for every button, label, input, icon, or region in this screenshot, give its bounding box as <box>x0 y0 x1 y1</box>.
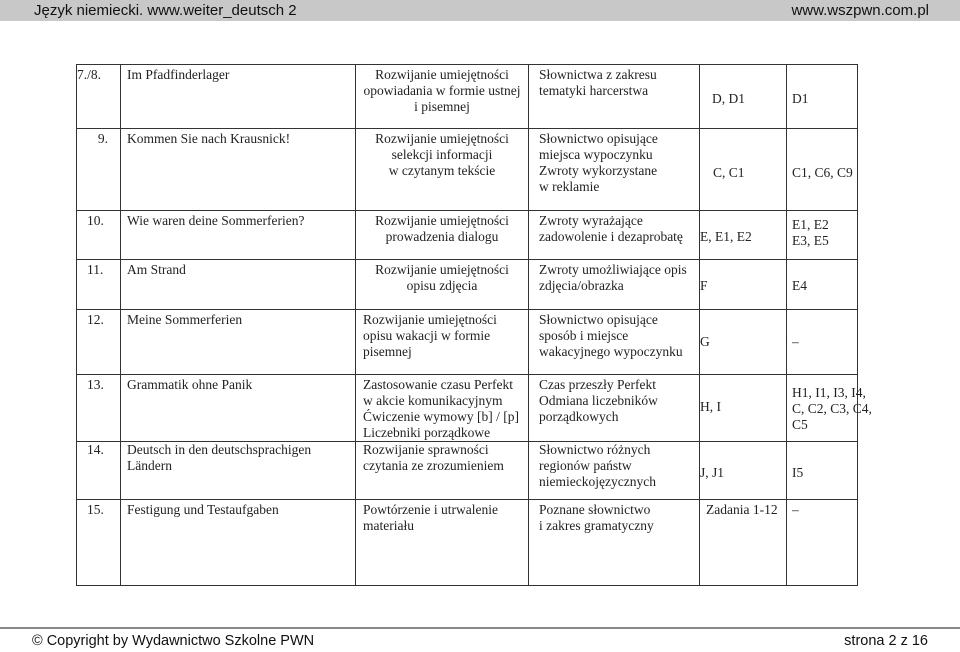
vocab-line: porządkowych <box>539 409 619 424</box>
core-curriculum-value: E3, E5 <box>792 233 829 248</box>
vocab-line: Zwroty wyrażające <box>539 213 643 228</box>
skills-cell <box>356 310 529 375</box>
vocab-line: Słownictwo opisujące <box>539 131 658 146</box>
skills-line: czytania ze zrozumieniem <box>363 458 504 473</box>
requirements-cell <box>700 500 787 586</box>
core-curriculum-cell <box>787 500 858 586</box>
skills-line: Rozwijanie umiejętności <box>375 67 509 82</box>
core-curriculum-value: E1, E2 <box>792 217 829 232</box>
skills-line: opowiadania w formie ustnej <box>363 83 521 98</box>
lesson-title-cell <box>121 260 356 310</box>
core-curriculum-value: C5 <box>792 417 808 432</box>
lesson-number-cell <box>77 65 121 129</box>
skills-line: Zastosowanie czasu Perfekt <box>363 377 513 392</box>
lesson-number: 14. <box>87 442 104 457</box>
lesson-title: Am Strand <box>127 262 186 277</box>
skills-line: materiału <box>363 518 414 533</box>
header-url: www.wszpwn.com.pl <box>791 2 929 19</box>
lesson-number: 9. <box>97 131 108 146</box>
requirements-cell <box>700 375 787 442</box>
core-curriculum-cell <box>787 375 872 442</box>
core-curriculum-cell <box>787 310 858 375</box>
requirements-cell <box>700 310 787 375</box>
header-title: Język niemiecki. www.weiter_deutsch 2 <box>34 2 297 19</box>
core-curriculum-value: H1, I1, I3, I4, <box>792 385 866 400</box>
vocab-line: Słownictwo opisujące <box>539 312 658 327</box>
lesson-title-cell <box>121 129 356 211</box>
lesson-title: Im Pfadfinderlager <box>127 67 230 82</box>
table-row <box>77 211 858 260</box>
lesson-number-cell <box>77 211 121 260</box>
skills-line: w akcie komunikacyjnym <box>363 393 503 408</box>
vocab-line: i zakres gramatyczny <box>539 518 654 533</box>
skills-line: opisu wakacji w formie <box>363 328 491 343</box>
lesson-number: 7./8. <box>77 67 102 82</box>
lesson-title-cell <box>121 442 356 500</box>
core-curriculum-cell <box>787 211 858 260</box>
core-curriculum-cell <box>787 129 858 211</box>
page-header <box>0 0 960 21</box>
vocab-line: miejsca wypoczynku <box>539 147 653 162</box>
lesson-title: Wie waren deine Sommerferien? <box>127 213 305 228</box>
lesson-title: Ländern <box>127 458 172 473</box>
lesson-number: 15. <box>87 502 104 517</box>
vocab-cell <box>529 500 700 586</box>
skills-line: selekcji informacji <box>391 147 493 162</box>
core-curriculum-value: D1 <box>792 91 809 106</box>
lesson-plan-table <box>76 64 872 586</box>
skills-cell <box>356 65 529 129</box>
vocab-line: Odmiana liczebników <box>539 393 658 408</box>
lesson-title-cell <box>121 375 356 442</box>
lesson-title-cell <box>121 211 356 260</box>
skills-cell <box>356 129 529 211</box>
core-curriculum-value: I5 <box>792 465 804 480</box>
footer-page-number: strona 2 z 16 <box>844 633 928 649</box>
requirements-value: E, E1, E2 <box>700 229 752 244</box>
vocab-line: Słownictwa z zakresu <box>539 67 657 82</box>
core-curriculum-value: – <box>792 334 799 349</box>
lesson-title: Festigung und Testaufgaben <box>127 502 279 517</box>
lesson-title: Kommen Sie nach Krausnick! <box>127 131 291 146</box>
lesson-title-cell <box>121 310 356 375</box>
skills-line: pisemnej <box>363 344 412 359</box>
skills-cell <box>356 375 529 442</box>
requirements-value: F <box>700 278 708 293</box>
lesson-number-cell <box>77 310 121 375</box>
vocab-line: tematyki harcerstwa <box>539 83 649 98</box>
vocab-line: sposób i miejsce <box>539 328 629 343</box>
vocab-line: Czas przeszły Perfekt <box>539 377 656 392</box>
skills-line: Powtórzenie i utrwalenie <box>363 502 498 517</box>
skills-cell <box>356 500 529 586</box>
skills-cell <box>356 442 529 500</box>
footer-copyright: © Copyright by Wydawnictwo Szkolne PWN <box>32 633 315 649</box>
skills-line: Ćwiczenie wymowy [b] / [p] <box>363 409 519 424</box>
lesson-number-cell <box>77 375 121 442</box>
core-curriculum-value: E4 <box>792 278 807 293</box>
requirements-cell <box>700 65 787 129</box>
requirements-cell <box>700 129 787 211</box>
vocab-line: wakacyjnego wypoczynku <box>539 344 683 359</box>
requirements-value: H, I <box>700 399 721 414</box>
skills-line: Rozwijanie umiejętności <box>363 312 497 327</box>
lesson-title-cell <box>121 65 356 129</box>
vocab-line: niemieckojęzycznych <box>539 474 656 489</box>
vocab-line: zadowolenie i dezaprobatę <box>539 229 683 244</box>
lesson-title: Grammatik ohne Panik <box>127 377 253 392</box>
lesson-number: 11. <box>87 262 104 277</box>
lesson-number: 10. <box>87 213 104 228</box>
lesson-number-cell <box>77 500 121 586</box>
table-row <box>77 310 858 375</box>
lesson-number: 13. <box>87 377 104 392</box>
vocab-cell <box>529 375 700 442</box>
skills-line: Rozwijanie sprawności <box>363 442 489 457</box>
vocab-line: zdjęcia/obrazka <box>539 278 624 293</box>
skills-line: Rozwijanie umiejętności <box>375 262 509 277</box>
vocab-line: Zwroty wykorzystane <box>539 163 658 178</box>
skills-line: Rozwijanie umiejętności <box>375 131 509 146</box>
skills-line: prowadzenia dialogu <box>385 229 499 244</box>
page-footer <box>0 627 960 652</box>
vocab-cell <box>529 65 700 129</box>
table-row <box>77 260 858 310</box>
requirements-value: D, D1 <box>712 91 745 106</box>
lesson-title: Deutsch in den deutschsprachigen <box>127 442 312 457</box>
vocab-cell <box>529 260 700 310</box>
skills-cell <box>356 260 529 310</box>
requirements-cell <box>700 442 787 500</box>
vocab-line: w reklamie <box>539 179 600 194</box>
core-curriculum-cell <box>787 260 858 310</box>
vocab-cell <box>529 129 700 211</box>
vocab-cell <box>529 310 700 375</box>
vocab-line: Słownictwo różnych <box>539 442 651 457</box>
requirements-value: G <box>700 334 710 349</box>
vocab-line: Poznane słownictwo <box>539 502 651 517</box>
lesson-number-cell <box>77 442 121 500</box>
requirements-cell <box>700 211 787 260</box>
requirements-value: Zadania 1-12 <box>706 502 778 517</box>
requirements-cell <box>700 260 787 310</box>
skills-line: i pisemnej <box>414 99 470 114</box>
core-curriculum-value: C, C2, C3, C4, <box>792 401 872 416</box>
lesson-title-cell <box>121 500 356 586</box>
lesson-title: Meine Sommerferien <box>127 312 243 327</box>
core-curriculum-cell <box>787 65 858 129</box>
skills-cell <box>356 211 529 260</box>
vocab-line: Zwroty umożliwiające opis <box>539 262 687 277</box>
core-curriculum-value: C1, C6, C9 <box>792 165 853 180</box>
requirements-value: C, C1 <box>713 165 745 180</box>
core-curriculum-cell <box>787 442 858 500</box>
vocab-cell <box>529 442 700 500</box>
core-curriculum-value: – <box>792 502 799 517</box>
skills-line: Rozwijanie umiejętności <box>375 213 509 228</box>
table-row <box>77 65 858 129</box>
lesson-number-cell <box>77 129 121 211</box>
skills-line: opisu zdjęcia <box>406 278 478 293</box>
table-row <box>77 129 858 211</box>
skills-line: w czytanym tekście <box>388 163 496 178</box>
vocab-line: regionów państw <box>539 458 632 473</box>
lesson-number: 12. <box>87 312 104 327</box>
table-row <box>77 442 858 500</box>
table-row <box>77 375 858 442</box>
table-row <box>77 500 858 586</box>
vocab-cell <box>529 211 700 260</box>
skills-line: Liczebniki porządkowe <box>363 425 491 440</box>
requirements-value: J, J1 <box>700 465 725 480</box>
lesson-number-cell <box>77 260 121 310</box>
